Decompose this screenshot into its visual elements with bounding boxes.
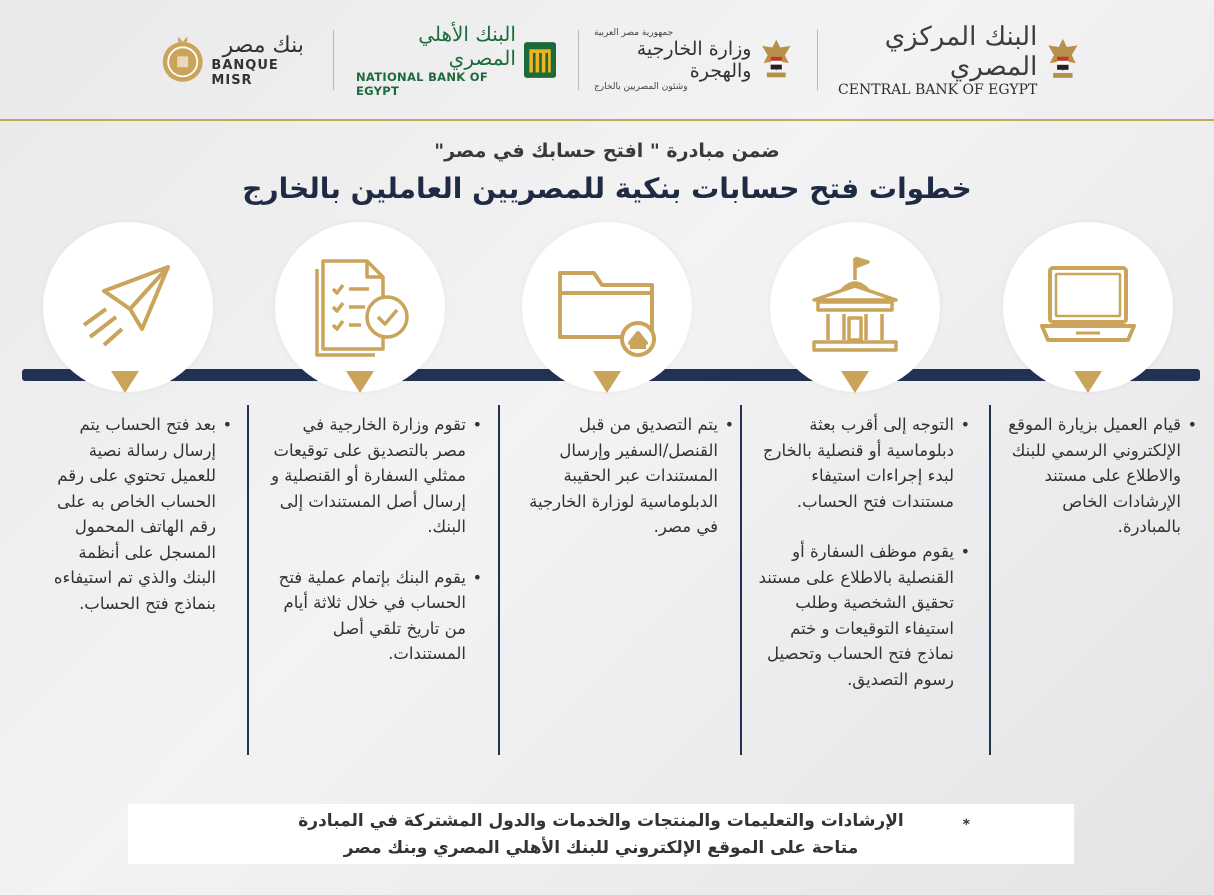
- laptop-icon: [1036, 262, 1140, 352]
- header: [0, 0, 1214, 118]
- step-4-circle: [275, 222, 445, 392]
- step-4-pointer: [346, 371, 374, 393]
- eagle-emblem-icon: [759, 32, 794, 88]
- note-asterisk: *: [962, 817, 970, 833]
- step-3-pointer: [593, 371, 621, 393]
- page-title: خطوات فتح حسابات بنكية للمصريين العاملين بالخارج: [242, 172, 972, 205]
- header-separator: [817, 30, 818, 90]
- banque-misr-logo: [160, 22, 315, 98]
- paper-plane-icon: [76, 259, 180, 355]
- column-divider: [740, 405, 742, 755]
- step-2-pointer: [841, 371, 869, 393]
- step-5-text: [40, 412, 230, 641]
- folder-icon: [552, 257, 662, 357]
- central-bank-english-name: CENTRAL BANK OF EGYPT: [838, 82, 1038, 98]
- step-bullet: • يتم التصديق من قبل القنصل/السفير وإرسال المستندات عبر الحقيبة الدبلوماسية لوزارة الخارجية في مصر.: [520, 412, 732, 540]
- header-separator: [578, 30, 579, 90]
- foreign-ministry-logo: [594, 22, 794, 98]
- banque-misr-arabic-name: بنك مصر: [222, 32, 304, 58]
- eagle-emblem-icon: [1045, 30, 1081, 90]
- column-divider: [989, 405, 991, 755]
- step-3-circle: [522, 222, 692, 392]
- banque-misr-seal-icon: [160, 30, 205, 90]
- step-bullet: • التوجه إلى أقرب بعثة دبلوماسية أو قنصلية بالخارج لبدء إجراءات استيفاء مستندات فتح الحساب.: [756, 412, 968, 514]
- step-1-circle: [1003, 222, 1173, 392]
- central-bank-logo: [836, 22, 1081, 98]
- national-bank-english-name: NATIONAL BANK OF EGYPT: [356, 70, 489, 98]
- step-5-pointer: [111, 371, 139, 393]
- step-4-text: [270, 412, 480, 692]
- step-bullet: • يقوم موظف السفارة أو القنصلية بالاطلاع على مستند تحقيق الشخصية وطلب استيفاء التوقيعات و ختم نماذج فتح الحساب وتحصيل رسوم التصديق.: [756, 539, 968, 692]
- note-line-2: متاحة على الموقع الإلكتروني للبنك الأهلي المصري وبنك مصر: [343, 838, 859, 858]
- step-1-text: [1000, 412, 1195, 565]
- column-divider: [498, 405, 500, 755]
- step-3-text: [520, 412, 732, 565]
- header-rule: [0, 119, 1214, 121]
- step-bullet: • قيام العميل بزيارة الموقع الإلكتروني الرسمي للبنك والاطلاع على مستند الإرشادات الخاص بالمبادرة.: [1000, 412, 1195, 540]
- national-bank-arabic-name: البنك الأهلي المصري: [418, 22, 516, 70]
- national-bank-logo: [356, 22, 556, 98]
- step-bullet: • تقوم وزارة الخارجية في مصر بالتصديق على توقيعات ممثلي السفارة أو القنصلية و إرسال أصل المستندات إلى البنك.: [270, 412, 480, 540]
- banque-misr-english-name: BANQUE MISR: [211, 57, 279, 88]
- ministry-arabic-subname: وشئون المصريين بالخارج: [594, 82, 688, 92]
- documents-check-icon: [305, 255, 415, 359]
- ministry-country-name: جمهورية مصر العربية: [594, 28, 674, 38]
- ministry-arabic-name: وزارة الخارجية والهجرة: [636, 38, 752, 82]
- central-bank-arabic-name: البنك المركزي المصري: [884, 22, 1038, 82]
- step-5-circle: [43, 222, 213, 392]
- step-2-circle: [770, 222, 940, 392]
- note-line-1: الإرشادات والتعليمات والمنتجات والخدمات والدول المشتركة في المبادرة: [298, 811, 904, 831]
- embassy-building-icon: [800, 252, 910, 362]
- nbe-mark-icon: [524, 40, 556, 80]
- page-subtitle: ضمن مبادرة " افتح حسابك في مصر": [434, 140, 780, 162]
- step-bullet: • يقوم البنك بإتمام عملية فتح الحساب في خلال ثلاثة أيام من تاريخ تلقي أصل المستندات.: [270, 565, 480, 667]
- step-2-text: [756, 412, 968, 717]
- footer-note: [128, 804, 1074, 864]
- step-1-pointer: [1074, 371, 1102, 393]
- header-separator: [333, 30, 334, 90]
- step-bullet: • بعد فتح الحساب يتم إرسال رسالة نصية للعميل تحتوي على رقم الحساب الخاص به على رقم الهاتف المحمول المسجل على أنظمة البنك والذي تم استيفاءه بنماذج فتح الحساب.: [40, 412, 230, 616]
- column-divider: [247, 405, 249, 755]
